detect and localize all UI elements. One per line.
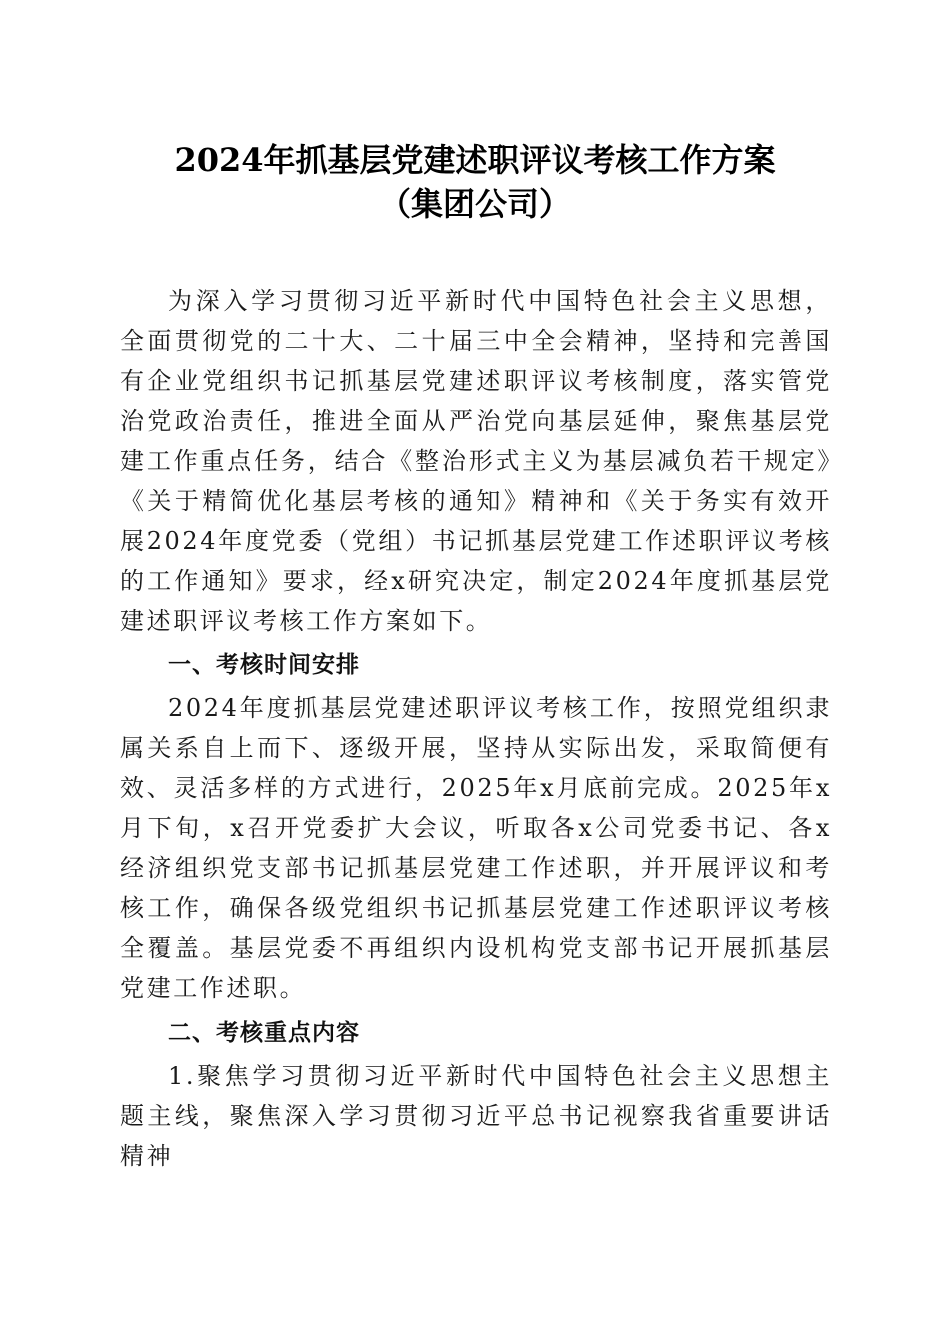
schedule-paragraph: 2024年度抓基层党建述职评议考核工作，按照党组织隶属关系自上而下、逐级开展，坚持从实际出发，采取简便有效、灵活多样的方式进行，2025年x月底前完成。2025年x月下旬，x召开党委扩大会议，听取各x公司党委书记、各x经济组织党支部书记抓基层党建工作述职，并开展评议和考核工作，确保各级党组织书记抓基层党建工作述职评议考核全覆盖。基层党委不再组织内设机构党支部书记开展抓基层党建工作述职。 xyxy=(120,694,832,1002)
section-heading-key-content: 二、考核重点内容 xyxy=(168,1020,360,1046)
title-subtitle: （集团公司） xyxy=(378,185,571,223)
section-heading-schedule: 一、考核时间安排 xyxy=(168,652,360,678)
title-main: 2024年抓基层党建述职评议考核工作方案 xyxy=(174,141,776,179)
document-body xyxy=(120,281,832,1176)
key-content-paragraph: 1.聚焦学习贯彻习近平新时代中国特色社会主义思想主题主线，聚焦深入学习贯彻习近平总书记视察我省重要讲话精神 xyxy=(120,1062,832,1170)
document-title xyxy=(0,138,950,226)
intro-paragraph: 为深入学习贯彻习近平新时代中国特色社会主义思想，全面贯彻党的二十大、二十届三中全会精神，坚持和完善国有企业党组织书记抓基层党建述职评议考核制度，落实管党治党政治责任，推进全面从严治党向基层延伸，聚焦基层党建工作重点任务，结合《整治形式主义为基层减负若干规定》《关于精简优化基层考核的通知》精神和《关于务实有效开展2024年度党委（党组）书记抓基层党建工作述职评议考核的工作通知》要求，经x研究决定，制定2024年度抓基层党建述职评议考核工作方案如下。 xyxy=(120,287,832,635)
